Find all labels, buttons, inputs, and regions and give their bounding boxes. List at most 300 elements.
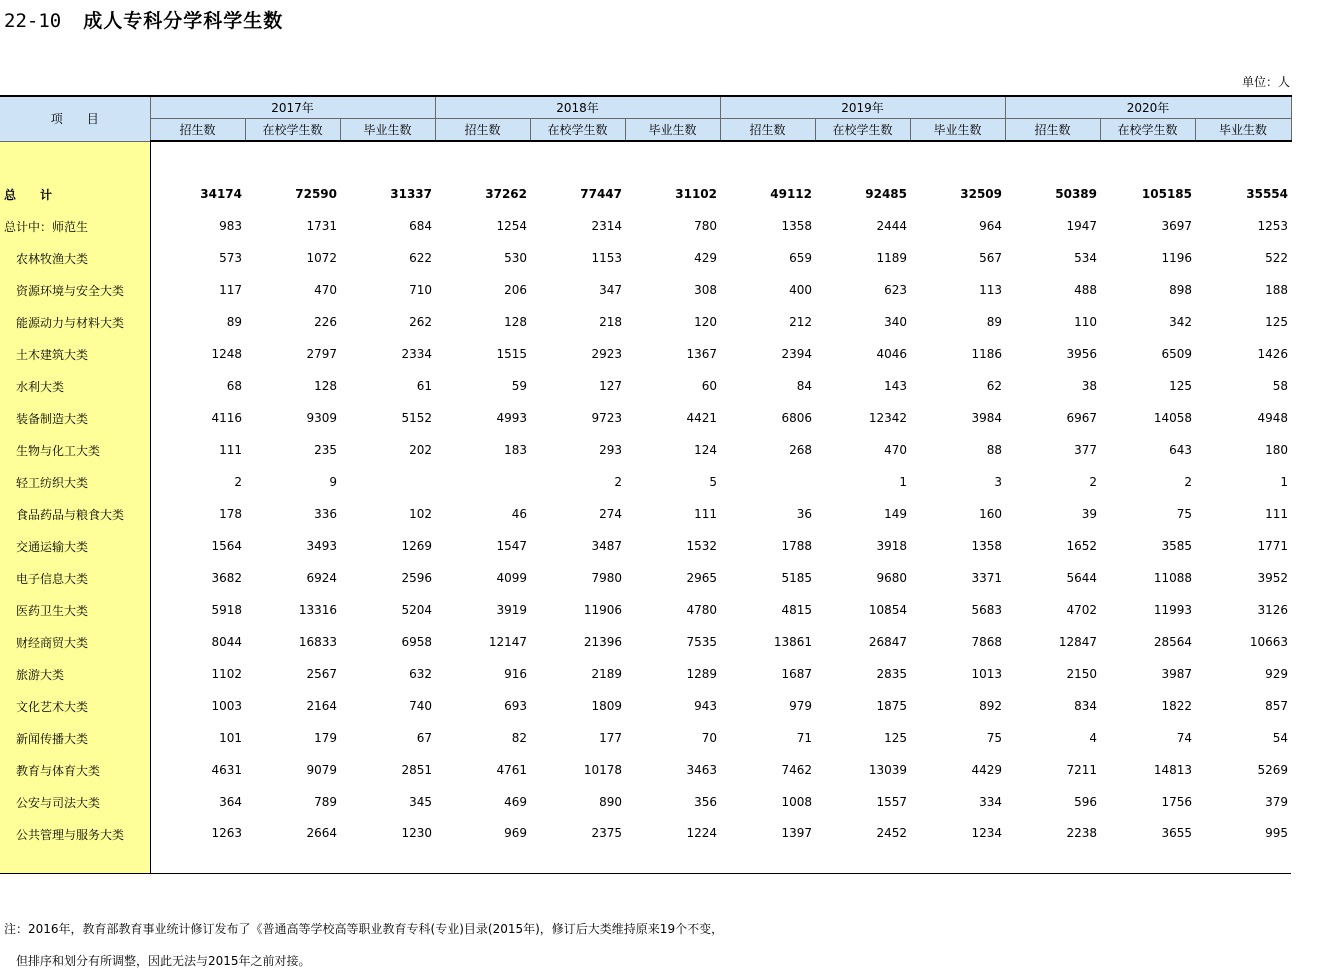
value-cell: 534	[1074, 251, 1097, 265]
subcol-header: 招生数	[150, 119, 245, 142]
value-cell: 356	[694, 795, 717, 809]
value-cell: 336	[314, 507, 337, 521]
table-row	[0, 754, 1291, 786]
value-cell: 206	[504, 283, 527, 297]
table-row	[0, 210, 1291, 242]
value-cell: 623	[884, 283, 907, 297]
value-cell: 2923	[591, 347, 622, 361]
subcol-header: 招生数	[435, 119, 530, 142]
row-label: 土木建筑大类	[0, 338, 150, 370]
value-cell: 89	[986, 315, 1002, 329]
value-cell: 2394	[781, 347, 812, 361]
value-cell: 4815	[781, 603, 812, 617]
value-cell: 2238	[1005, 818, 1100, 874]
value-cell: 128	[504, 315, 527, 329]
subcol-header: 招生数	[720, 119, 815, 142]
value-cell: 573	[219, 251, 242, 265]
value-cell: 522	[1265, 251, 1288, 265]
value-cell: 1248	[211, 347, 242, 361]
row-label: 旅游大类	[0, 658, 150, 690]
value-cell: 61	[416, 379, 432, 393]
value-cell: 14058	[1153, 411, 1192, 425]
table-row	[0, 338, 1291, 370]
value-cell: 530	[504, 251, 527, 265]
value-cell: 10178	[583, 763, 622, 777]
value-cell: 75	[986, 731, 1002, 745]
table-row	[0, 306, 1291, 338]
value-cell: 1	[899, 475, 907, 489]
value-cell: 5	[709, 475, 717, 489]
item-header: 项 目	[0, 96, 150, 141]
value-cell: 274	[599, 507, 622, 521]
value-cell: 1875	[876, 699, 907, 713]
value-cell: 969	[435, 818, 530, 874]
value-cell: 2	[614, 475, 622, 489]
value-cell: 13316	[298, 603, 337, 617]
value-cell: 979	[789, 699, 812, 713]
value-cell: 1731	[306, 219, 337, 233]
value-cell: 13861	[773, 635, 812, 649]
value-cell: 5204	[401, 603, 432, 617]
year-header: 2020年	[1005, 96, 1291, 119]
row-label: 医药卫生大类	[0, 594, 150, 626]
value-cell: 177	[599, 731, 622, 745]
value-cell: 67	[416, 731, 432, 745]
table-row	[0, 466, 1291, 498]
value-cell: 1224	[625, 818, 720, 874]
value-cell: 2	[234, 475, 242, 489]
row-label: 生物与化工大类	[0, 434, 150, 466]
value-cell: 632	[409, 667, 432, 681]
value-cell: 37262	[485, 187, 527, 201]
value-cell: 1008	[781, 795, 812, 809]
value-cell: 1397	[720, 818, 815, 874]
value-cell: 180	[1265, 443, 1288, 457]
value-cell: 7211	[1066, 763, 1097, 777]
row-label: 财经商贸大类	[0, 626, 150, 658]
value-cell: 26847	[868, 635, 907, 649]
value-cell: 1	[1280, 475, 1288, 489]
value-cell: 7868	[971, 635, 1002, 649]
value-cell: 2164	[306, 699, 337, 713]
table-row	[0, 402, 1291, 434]
value-cell: 488	[1074, 283, 1097, 297]
value-cell: 1788	[781, 539, 812, 553]
value-cell: 143	[884, 379, 907, 393]
value-cell: 4116	[211, 411, 242, 425]
value-cell: 62	[986, 379, 1002, 393]
value-cell: 4761	[496, 763, 527, 777]
value-cell: 3	[994, 475, 1002, 489]
value-cell: 31102	[675, 187, 717, 201]
value-cell: 364	[219, 795, 242, 809]
row-label: 公共管理与服务大类	[0, 818, 150, 874]
value-cell: 2452	[815, 818, 910, 874]
row-label: 文化艺术大类	[0, 690, 150, 722]
value-cell: 1186	[971, 347, 1002, 361]
value-cell: 347	[599, 283, 622, 297]
value-cell: 105185	[1141, 187, 1192, 201]
value-cell: 9723	[591, 411, 622, 425]
value-cell: 218	[599, 315, 622, 329]
value-cell: 6806	[781, 411, 812, 425]
value-cell: 28564	[1153, 635, 1192, 649]
value-cell: 13039	[868, 763, 907, 777]
value-cell: 111	[694, 507, 717, 521]
value-cell: 3952	[1257, 571, 1288, 585]
value-cell: 2314	[591, 219, 622, 233]
value-cell: 2664	[245, 818, 340, 874]
row-label: 轻工纺织大类	[0, 466, 150, 498]
value-cell: 149	[884, 507, 907, 521]
value-cell: 11088	[1153, 571, 1192, 585]
value-cell: 740	[409, 699, 432, 713]
value-cell: 124	[694, 443, 717, 457]
value-cell: 5918	[211, 603, 242, 617]
value-cell: 120	[694, 315, 717, 329]
value-cell: 1263	[150, 818, 245, 874]
subcol-header: 在校学生数	[815, 119, 910, 142]
value-cell: 995	[1195, 818, 1291, 874]
value-cell: 12847	[1058, 635, 1097, 649]
value-cell: 857	[1265, 699, 1288, 713]
value-cell: 4429	[971, 763, 1002, 777]
value-cell: 34174	[200, 187, 242, 201]
value-cell: 77447	[580, 187, 622, 201]
subcol-header: 招生数	[1005, 119, 1100, 142]
value-cell: 59	[511, 379, 527, 393]
value-cell: 179	[314, 731, 337, 745]
value-cell: 1947	[1066, 219, 1097, 233]
value-cell: 212	[789, 315, 812, 329]
value-cell: 88	[986, 443, 1002, 457]
value-cell: 1196	[1161, 251, 1192, 265]
footnote-line-2: 但排序和划分有所调整，因此无法与2015年之前对接。	[4, 954, 311, 968]
value-cell: 1809	[591, 699, 622, 713]
value-cell: 5644	[1066, 571, 1097, 585]
value-cell: 1234	[910, 818, 1005, 874]
value-cell: 710	[409, 283, 432, 297]
value-cell: 38	[1081, 379, 1097, 393]
value-cell	[435, 466, 530, 498]
page-title	[4, 6, 283, 33]
value-cell: 49112	[770, 187, 812, 201]
footnote-line-1: 注：2016年，教育部教育事业统计修订发布了《普通高等学校高等职业教育专科(专业)目录(2015年)，修订后大类维持原来19个不变，	[4, 922, 724, 936]
table-row	[0, 594, 1291, 626]
value-cell: 3585	[1161, 539, 1192, 553]
value-cell: 1253	[1257, 219, 1288, 233]
value-cell: 470	[884, 443, 907, 457]
row-label: 食品药品与粮食大类	[0, 498, 150, 530]
value-cell: 70	[701, 731, 717, 745]
value-cell: 3682	[211, 571, 242, 585]
subcol-header: 毕业生数	[1195, 119, 1291, 142]
value-cell: 943	[694, 699, 717, 713]
value-cell: 1013	[971, 667, 1002, 681]
value-cell: 3919	[496, 603, 527, 617]
year-header: 2019年	[720, 96, 1005, 119]
table-row	[0, 274, 1291, 306]
table-row	[0, 786, 1291, 818]
value-cell: 379	[1265, 795, 1288, 809]
value-cell: 340	[884, 315, 907, 329]
value-cell: 2567	[306, 667, 337, 681]
value-cell: 1756	[1161, 795, 1192, 809]
row-label: 公安与司法大类	[0, 786, 150, 818]
value-cell: 268	[789, 443, 812, 457]
value-cell: 3956	[1066, 347, 1097, 361]
value-cell: 110	[1074, 315, 1097, 329]
value-cell: 345	[409, 795, 432, 809]
value-cell: 5683	[971, 603, 1002, 617]
value-cell: 898	[1169, 283, 1192, 297]
table-row	[0, 626, 1291, 658]
value-cell: 188	[1265, 283, 1288, 297]
value-cell: 3655	[1100, 818, 1195, 874]
value-cell: 3697	[1161, 219, 1192, 233]
value-cell: 780	[694, 219, 717, 233]
value-cell: 5152	[401, 411, 432, 425]
value-cell: 32509	[960, 187, 1002, 201]
value-cell: 10854	[868, 603, 907, 617]
row-label: 资源环境与安全大类	[0, 274, 150, 306]
value-cell: 3463	[686, 763, 717, 777]
value-cell: 2851	[401, 763, 432, 777]
value-cell	[720, 466, 815, 498]
value-cell: 35554	[1246, 187, 1288, 201]
subcol-header: 在校学生数	[245, 119, 340, 142]
row-label: 电子信息大类	[0, 562, 150, 594]
value-cell: 102	[409, 507, 432, 521]
value-cell: 1557	[876, 795, 907, 809]
value-cell: 1532	[686, 539, 717, 553]
value-cell: 684	[409, 219, 432, 233]
value-cell: 334	[979, 795, 1002, 809]
value-cell: 4046	[876, 347, 907, 361]
value-cell: 308	[694, 283, 717, 297]
table-row	[0, 434, 1291, 466]
value-cell: 659	[789, 251, 812, 265]
value-cell: 14813	[1153, 763, 1192, 777]
value-cell: 1153	[591, 251, 622, 265]
table-row	[0, 498, 1291, 530]
value-cell: 377	[1074, 443, 1097, 457]
value-cell: 3487	[591, 539, 622, 553]
value-cell: 1426	[1257, 347, 1288, 361]
value-cell: 11993	[1153, 603, 1192, 617]
value-cell: 21396	[583, 635, 622, 649]
value-cell: 1564	[211, 539, 242, 553]
value-cell: 226	[314, 315, 337, 329]
value-cell: 262	[409, 315, 432, 329]
row-label: 教育与体育大类	[0, 754, 150, 786]
value-cell: 101	[219, 731, 242, 745]
row-label: 交通运输大类	[0, 530, 150, 562]
value-cell: 7535	[686, 635, 717, 649]
value-cell: 10663	[1249, 635, 1288, 649]
value-cell: 3984	[971, 411, 1002, 425]
value-cell: 964	[979, 219, 1002, 233]
value-cell: 2444	[876, 219, 907, 233]
value-cell: 1367	[686, 347, 717, 361]
subcol-header: 在校学生数	[530, 119, 625, 142]
value-cell: 4	[1089, 731, 1097, 745]
row-label: 农林牧渔大类	[0, 242, 150, 274]
table-row	[0, 530, 1291, 562]
value-cell: 643	[1169, 443, 1192, 457]
value-cell: 1358	[781, 219, 812, 233]
value-cell: 470	[314, 283, 337, 297]
value-cell: 4702	[1066, 603, 1097, 617]
value-cell: 1822	[1161, 699, 1192, 713]
value-cell: 693	[504, 699, 527, 713]
value-cell: 125	[1169, 379, 1192, 393]
value-cell: 9309	[306, 411, 337, 425]
value-cell: 31337	[390, 187, 432, 201]
value-cell: 596	[1074, 795, 1097, 809]
value-cell: 2965	[686, 571, 717, 585]
value-cell: 1289	[686, 667, 717, 681]
value-cell: 400	[789, 283, 812, 297]
value-cell: 9680	[876, 571, 907, 585]
value-cell: 916	[504, 667, 527, 681]
value-cell: 2	[1184, 475, 1192, 489]
table-row	[0, 690, 1291, 722]
value-cell: 4948	[1257, 411, 1288, 425]
value-cell: 183	[504, 443, 527, 457]
value-cell: 5269	[1257, 763, 1288, 777]
value-cell: 111	[1265, 507, 1288, 521]
spacer-cell	[0, 141, 150, 178]
value-cell: 429	[694, 251, 717, 265]
row-label: 新闻传播大类	[0, 722, 150, 754]
subcol-header: 毕业生数	[340, 119, 435, 142]
value-cell: 4631	[211, 763, 242, 777]
table-code: 22-10	[4, 10, 62, 32]
value-cell: 622	[409, 251, 432, 265]
value-cell: 3918	[876, 539, 907, 553]
row-label: 总计中：师范生	[0, 210, 150, 242]
value-cell: 1687	[781, 667, 812, 681]
value-cell: 2797	[306, 347, 337, 361]
value-cell: 2375	[530, 818, 625, 874]
value-cell: 111	[219, 443, 242, 457]
value-cell: 84	[796, 379, 812, 393]
value-cell: 892	[979, 699, 1002, 713]
table-row	[0, 242, 1291, 274]
value-cell: 4780	[686, 603, 717, 617]
row-label: 能源动力与材料大类	[0, 306, 150, 338]
value-cell: 3371	[971, 571, 1002, 585]
year-header: 2018年	[435, 96, 720, 119]
value-cell: 1269	[401, 539, 432, 553]
data-table	[0, 95, 1292, 874]
row-label: 装备制造大类	[0, 402, 150, 434]
value-cell: 2	[1089, 475, 1097, 489]
value-cell: 789	[314, 795, 337, 809]
value-cell: 11906	[583, 603, 622, 617]
value-cell: 92485	[865, 187, 907, 201]
value-cell: 2835	[876, 667, 907, 681]
value-cell: 3987	[1161, 667, 1192, 681]
table-row	[0, 562, 1291, 594]
value-cell: 1003	[211, 699, 242, 713]
subcol-header: 在校学生数	[1100, 119, 1195, 142]
value-cell: 2596	[401, 571, 432, 585]
subcol-header: 毕业生数	[625, 119, 720, 142]
value-cell: 39	[1081, 507, 1097, 521]
value-cell: 117	[219, 283, 242, 297]
value-cell: 1102	[211, 667, 242, 681]
value-cell: 1771	[1257, 539, 1288, 553]
value-cell: 113	[979, 283, 1002, 297]
value-cell: 1515	[496, 347, 527, 361]
value-cell	[340, 466, 435, 498]
value-cell: 89	[226, 315, 242, 329]
table-title: 成人专科分学科学生数	[83, 10, 284, 32]
subcol-header: 毕业生数	[910, 119, 1005, 142]
value-cell: 469	[504, 795, 527, 809]
value-cell: 7980	[591, 571, 622, 585]
value-cell: 6967	[1066, 411, 1097, 425]
value-cell: 1189	[876, 251, 907, 265]
value-cell: 74	[1176, 731, 1192, 745]
value-cell: 60	[701, 379, 717, 393]
value-cell: 8044	[211, 635, 242, 649]
value-cell: 9079	[306, 763, 337, 777]
value-cell: 1358	[971, 539, 1002, 553]
value-cell: 4993	[496, 411, 527, 425]
value-cell: 36	[796, 507, 812, 521]
value-cell: 178	[219, 507, 242, 521]
value-cell: 127	[599, 379, 622, 393]
year-header: 2017年	[150, 96, 435, 119]
value-cell: 125	[884, 731, 907, 745]
row-label: 总 计	[0, 178, 150, 210]
value-cell: 128	[314, 379, 337, 393]
unit-label: 单位：人	[1241, 75, 1290, 89]
value-cell: 4099	[496, 571, 527, 585]
value-cell: 2334	[401, 347, 432, 361]
value-cell: 1072	[306, 251, 337, 265]
value-cell: 6509	[1161, 347, 1192, 361]
value-cell: 7462	[781, 763, 812, 777]
value-cell: 3493	[306, 539, 337, 553]
value-cell: 6958	[401, 635, 432, 649]
value-cell: 890	[599, 795, 622, 809]
table-row	[0, 818, 1291, 874]
value-cell: 72590	[295, 187, 337, 201]
value-cell: 929	[1265, 667, 1288, 681]
value-cell: 46	[511, 507, 527, 521]
value-cell: 82	[511, 731, 527, 745]
value-cell: 68	[226, 379, 242, 393]
value-cell: 12342	[868, 411, 907, 425]
value-cell: 50389	[1055, 187, 1097, 201]
value-cell: 71	[796, 731, 812, 745]
value-cell: 16833	[298, 635, 337, 649]
value-cell: 834	[1074, 699, 1097, 713]
value-cell: 2150	[1066, 667, 1097, 681]
table-row	[0, 722, 1291, 754]
value-cell: 75	[1176, 507, 1192, 521]
value-cell: 1254	[496, 219, 527, 233]
value-cell: 160	[979, 507, 1002, 521]
value-cell: 1652	[1066, 539, 1097, 553]
value-cell: 567	[979, 251, 1002, 265]
row-label: 水利大类	[0, 370, 150, 402]
value-cell: 12147	[488, 635, 527, 649]
